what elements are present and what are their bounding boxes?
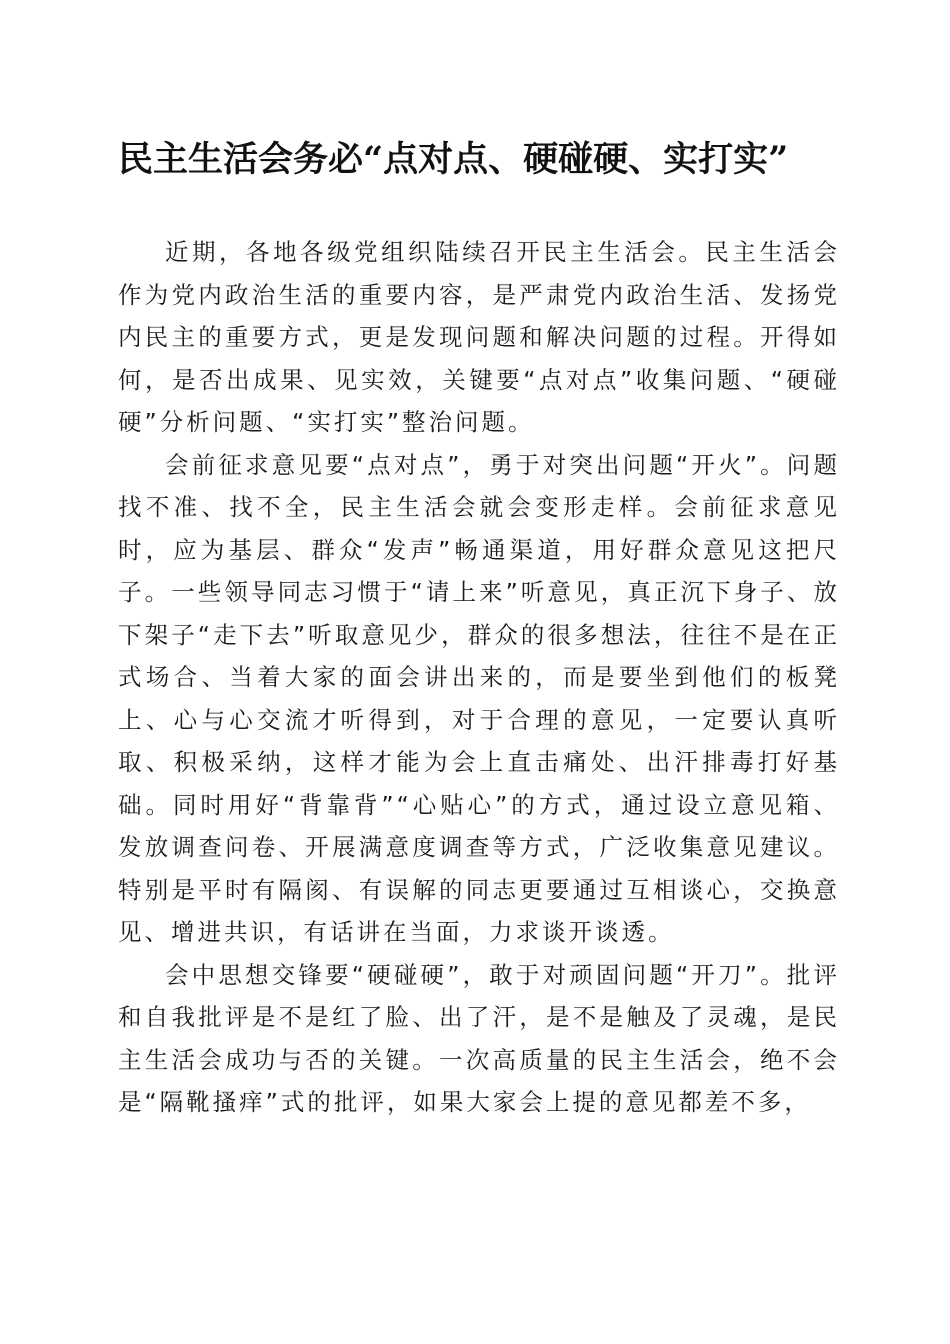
document-body (118, 231, 840, 1124)
paragraph-3: 会中思想交锋要“硬碰硬”，敢于对顽固问题“开刀”。批评和自我批评是不是红了脸、出了汗，是不是触及了灵魂，是民主生活会成功与否的关键。一次高质量的民主生活会，绝不会是“隔靴搔痒”式的批评，如果大家会上提的意见都差不多， (118, 960, 840, 1116)
document-title: 民主生活会务必“点对点、硬碰硬、实打实” (118, 139, 789, 180)
paragraph-2: 会前征求意见要“点对点”，勇于对突出问题“开火”。问题找不准、找不全，民主生活会就会变形走样。会前征求意见时，应为基层、群众“发声”畅通渠道，用好群众意见这把尺子。一些领导同志习惯于“请上来”听意见，真正沉下身子、放下架子“走下去”听取意见少，群众的很多想法，往往不是在正式场合、当着大家的面会讲出来的，而是要坐到他们的板凳上、心与心交流才听得到，对于合理的意见，一定要认真听取、积极采纳，这样才能为会上直击痛处、出汗排毒打好基础。同时用好“背靠背”“心贴心”的方式，通过设立意见箱、发放调查问卷、开展满意度调查等方式，广泛收集意见建议。特别是平时有隔阂、有误解的同志更要通过互相谈心，交换意见、增进共识，有话讲在当面，力求谈开谈透。 (118, 450, 840, 946)
paragraph-1: 近期，各地各级党组织陆续召开民主生活会。民主生活会作为党内政治生活的重要内容，是严肃党内政治生活、发扬党内民主的重要方式，更是发现问题和解决问题的过程。开得如何，是否出成果、见实效，关键要“点对点”收集问题、“硬碰硬”分析问题、“实打实”整治问题。 (118, 238, 840, 436)
